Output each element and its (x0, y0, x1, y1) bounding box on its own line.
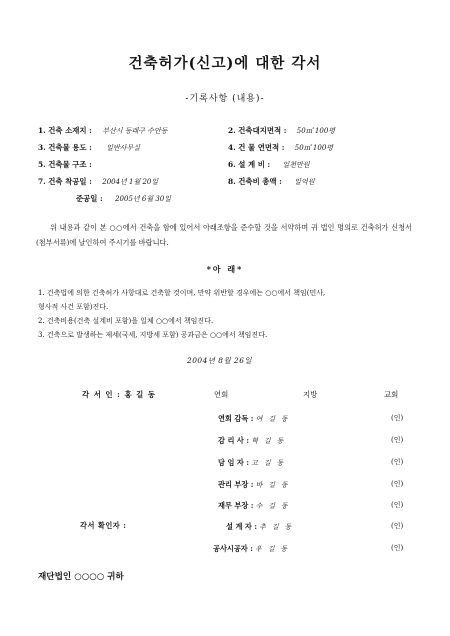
field-structure (38, 159, 92, 170)
column-conference: 연회 (214, 390, 229, 399)
field-completion-date-value: 2005년 6월 30일 (115, 195, 172, 203)
notes-item: 형사적 사건 포함)진다. (38, 303, 109, 311)
field-total-cost-label: 8. 건축비 총액 : (228, 177, 282, 186)
column-district: 지방 (303, 390, 318, 399)
document-date: 2004년 8월 26일 (187, 356, 253, 365)
field-design-fee-value: 일천만원 (282, 161, 310, 169)
field-design-fee (228, 159, 310, 170)
signature-role: 담 임 자 : (218, 458, 249, 467)
field-start-date (38, 176, 158, 187)
field-usage-label: 3. 건축물 용도 : (38, 143, 92, 152)
field-structure-label: 5. 건축물 구조 : (38, 160, 92, 169)
field-completion-date-label: 준공일 : (76, 194, 103, 203)
signature-row (213, 543, 289, 554)
addressee: 재단법인 ○○○○ 귀하 (38, 572, 124, 582)
seal-mark: (인) (391, 501, 404, 509)
column-church: 교회 (384, 390, 399, 399)
field-land-area-value: 50㎡ 100평 (296, 127, 336, 135)
notes-list (38, 286, 325, 342)
signature-row (218, 457, 285, 468)
field-land-area-label: 2. 건축대지면적 : (228, 126, 287, 135)
signature-row (218, 500, 290, 511)
notes-item: 1. 건축법에 의한 건축허가 사항대로 건축할 것이며, 만약 위반할 경우에는 ○○에서 책임(민사, (38, 289, 326, 297)
signature-row (218, 435, 285, 446)
signature-name: 수 길 동 (255, 502, 290, 510)
field-floor-area-value: 50㎡ 100평 (294, 144, 334, 152)
field-total-cost (228, 176, 315, 187)
document-title: 건축허가(신고)에 대한 각서 (128, 55, 322, 72)
field-completion-date (76, 193, 171, 204)
seal-mark: (인) (391, 522, 404, 530)
field-site (38, 125, 168, 136)
seal-mark: (인) (391, 436, 404, 444)
field-total-cost-value: 일억원 (294, 178, 315, 186)
seal-mark: (인) (391, 480, 404, 488)
seal-mark: (인) (391, 414, 404, 422)
field-usage (38, 142, 140, 153)
field-site-value: 부산시 동래구 수안동 (102, 127, 168, 135)
signature-role: 설 계 자 : (226, 522, 257, 531)
signature-role: 공사시공자 : (213, 544, 253, 553)
notes-item: 3. 건축으로 발생하는 제세(국세, 지방세 포함) 공과금은 ○○에서 책임진다. (38, 331, 268, 339)
signature-row (226, 521, 293, 532)
field-land-area (228, 125, 335, 136)
signature-row (218, 413, 290, 424)
field-site-label: 1. 건축 소재지 : (38, 126, 92, 135)
signature-role: 감 리 사 : (218, 436, 249, 445)
confirmer-label: 각서 확인자 : (80, 521, 127, 530)
field-start-date-label: 7. 건축 착공일 : (38, 177, 92, 186)
field-floor-area (228, 142, 333, 153)
signature-name: 추 길 동 (259, 523, 294, 531)
notes-heading: *아 래* (206, 264, 244, 274)
field-design-fee-label: 6. 설 계 비 : (228, 160, 271, 169)
signature-role: 관리 부장 : (218, 480, 254, 489)
notes-item: 2. 건축비용(건축 설계비 포함)을 일체 ○○에서 책임진다. (38, 317, 214, 325)
seal-mark: (인) (391, 544, 404, 552)
field-start-date-value: 2004년 1월 20일 (102, 178, 159, 186)
signature-role: 연회 감독 : (218, 414, 254, 423)
signers-heading: 각 서 인 : 홍 길 동 (82, 390, 157, 399)
signature-name: 혁 길 동 (251, 437, 286, 445)
signature-name: 고 길 동 (251, 459, 286, 467)
document-subtitle: -기록사항 (내용)- (185, 94, 265, 104)
seal-mark: (인) (391, 458, 404, 466)
pledge-paragraph: 위 내용과 같이 본 ○○에서 건축을 함에 있어서 아래조항을 준수할 것을 서약하며 귀 법인 명의로 건축허가 신청서(첨부서류)에 날인하여 주시기를 바랍니다. (36, 223, 412, 247)
signature-role: 재무 부장 : (218, 501, 254, 510)
signature-name: 우 길 동 (255, 545, 290, 553)
signature-name: 바 길 동 (255, 481, 290, 489)
signature-row (218, 479, 290, 490)
field-floor-area-label: 4. 건 물 연면적 : (228, 143, 285, 152)
field-usage-value: 일반사무실 (106, 144, 141, 152)
signature-name: 여 길 동 (255, 415, 290, 423)
